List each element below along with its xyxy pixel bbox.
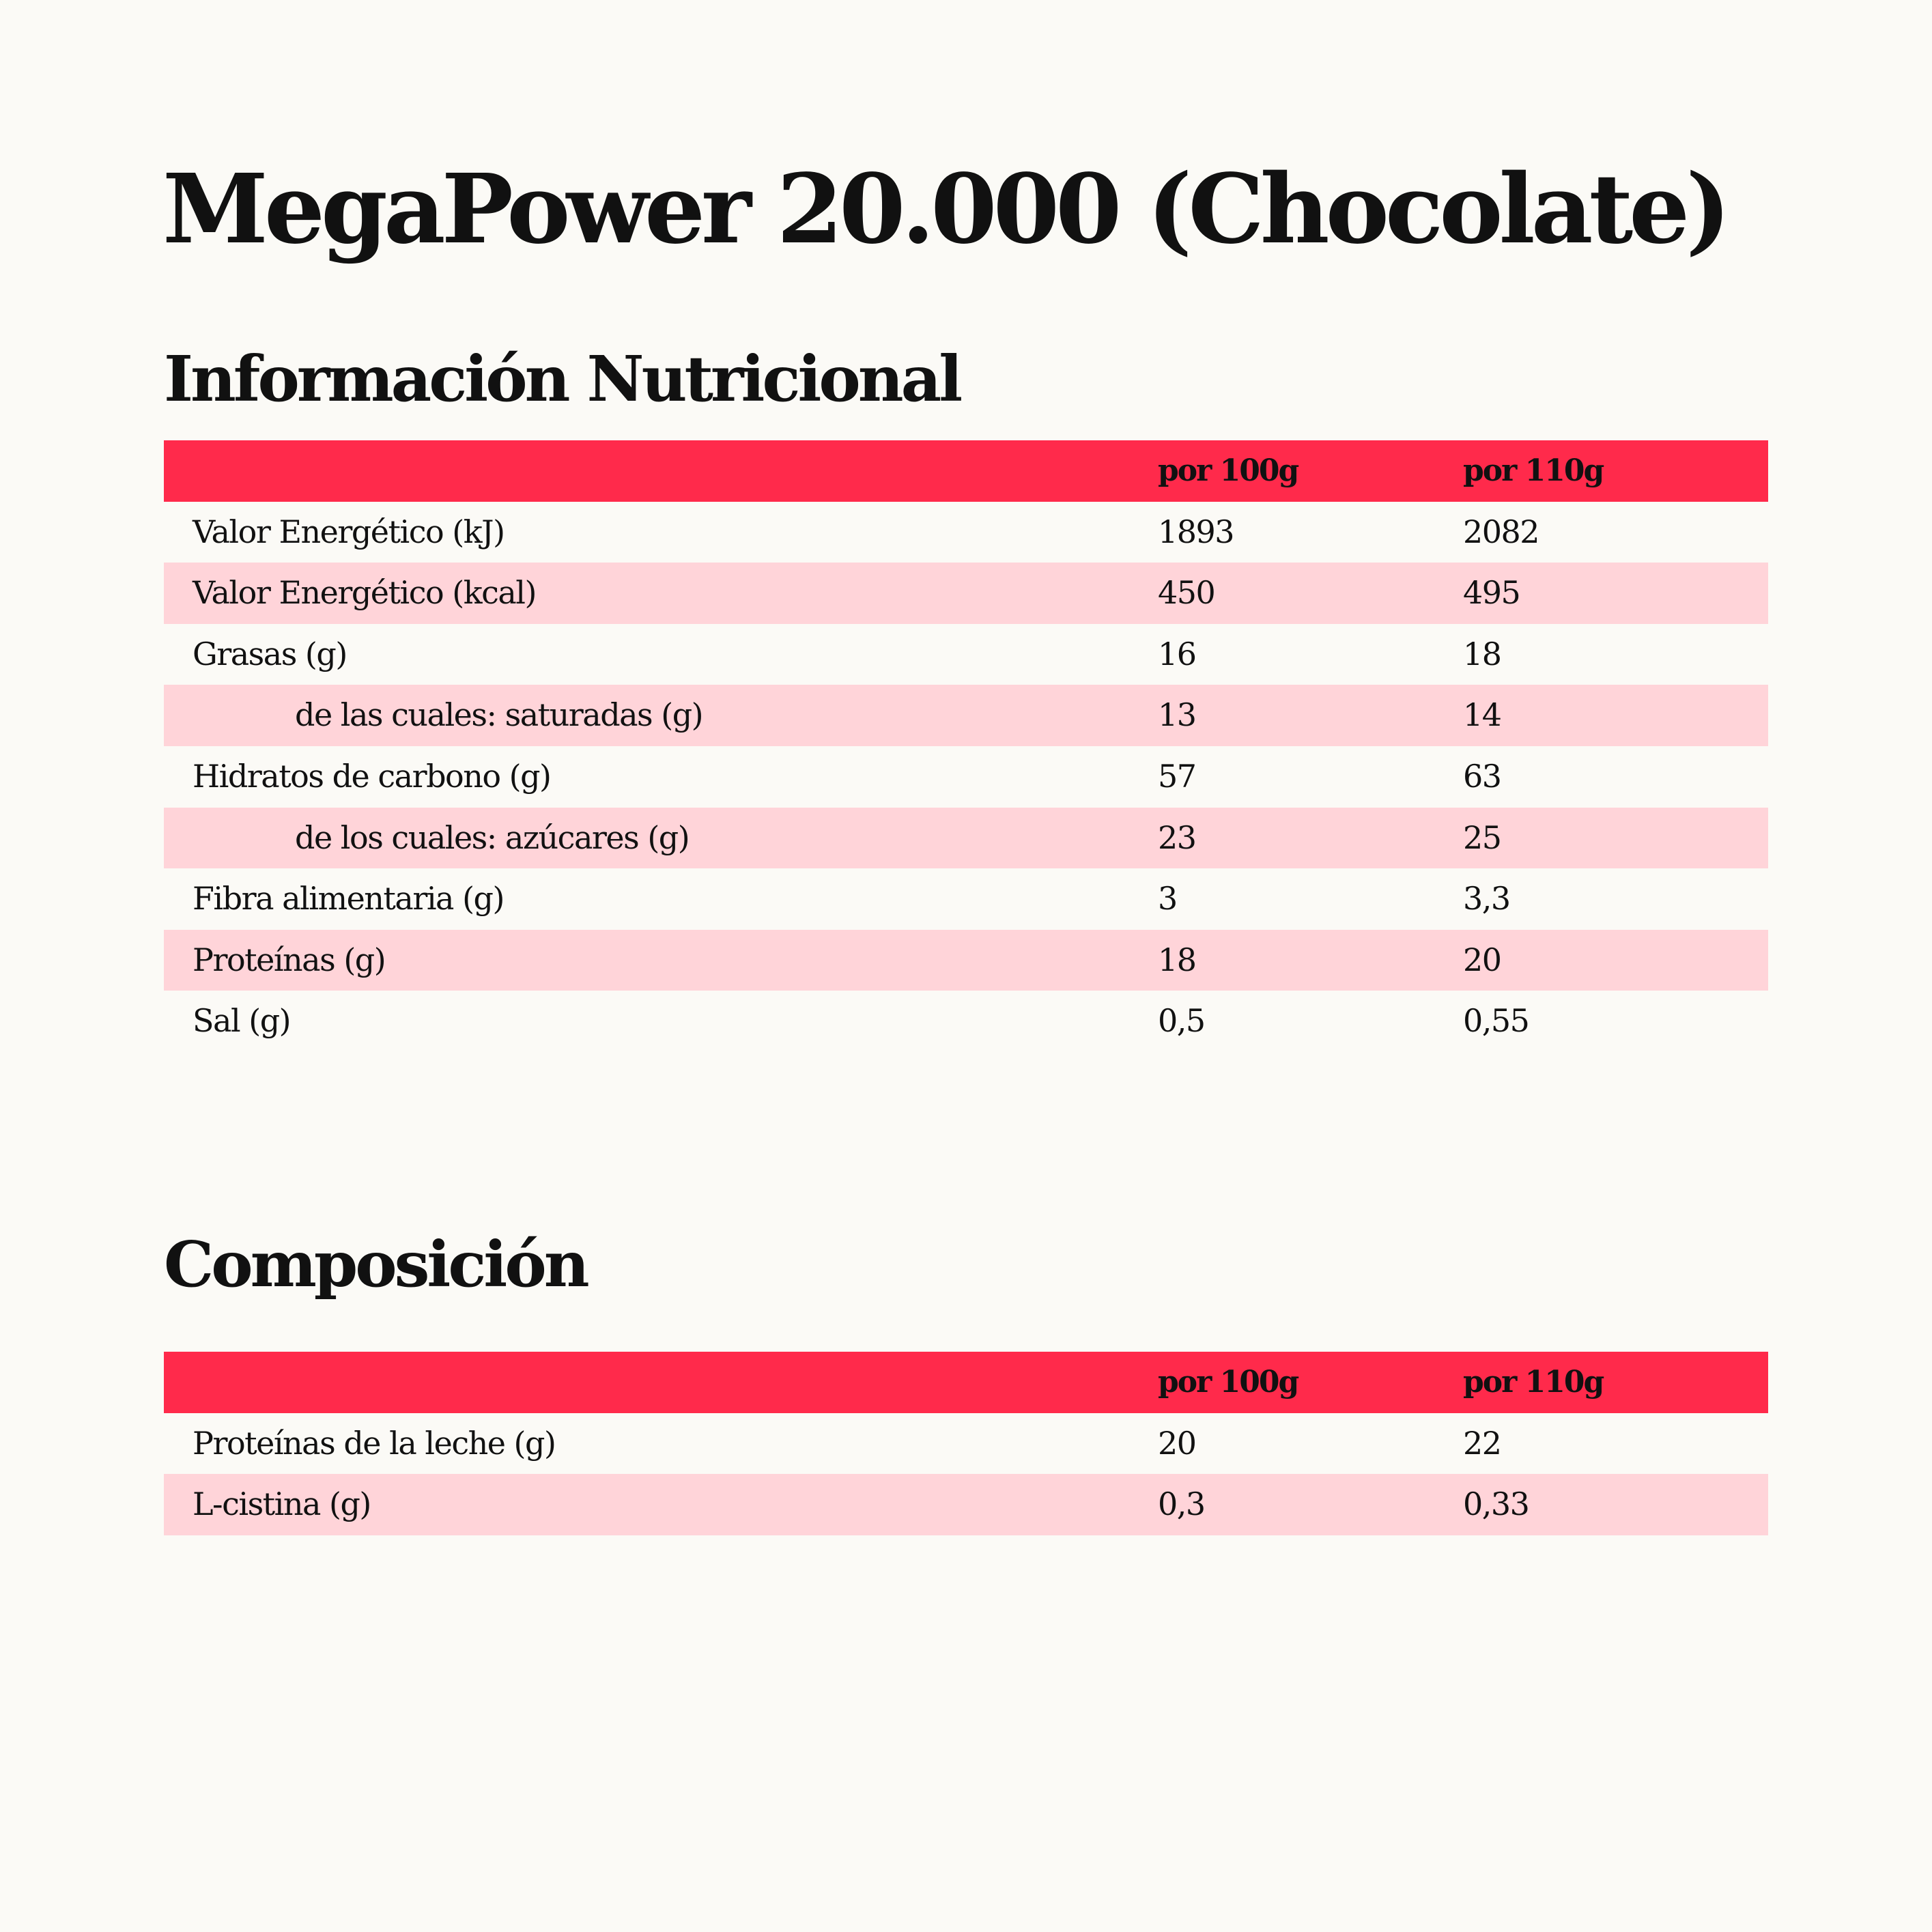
table-row bbox=[164, 868, 1768, 930]
value-per-110g: 0,55 bbox=[1463, 1002, 1529, 1040]
value-per-100g: 0,5 bbox=[1158, 1002, 1205, 1040]
row-label: Valor Energético (kcal) bbox=[193, 574, 536, 612]
product-title: MegaPower 20.000 (Chocolate) bbox=[162, 154, 1727, 266]
row-label: Valor Energético (kJ) bbox=[193, 513, 505, 550]
value-per-110g: 18 bbox=[1463, 635, 1501, 672]
header-per-100g: por 100g bbox=[1158, 1365, 1298, 1400]
value-per-110g: 14 bbox=[1463, 696, 1501, 734]
table-row bbox=[164, 808, 1768, 869]
table-row bbox=[164, 1474, 1768, 1535]
value-per-100g: 13 bbox=[1158, 696, 1196, 734]
value-per-100g: 23 bbox=[1158, 819, 1196, 856]
nutrition-table-header bbox=[164, 440, 1768, 502]
value-per-110g: 20 bbox=[1463, 941, 1501, 978]
nutrition-table bbox=[164, 440, 1768, 1052]
value-per-110g: 495 bbox=[1463, 574, 1520, 612]
row-label: Grasas (g) bbox=[193, 635, 347, 672]
row-label: Hidratos de carbono (g) bbox=[193, 757, 551, 795]
table-row bbox=[164, 1413, 1768, 1475]
value-per-110g: 0,33 bbox=[1463, 1486, 1529, 1523]
table-row bbox=[164, 624, 1768, 685]
row-label: Proteínas (g) bbox=[193, 941, 386, 978]
table-row bbox=[164, 746, 1768, 808]
value-per-100g: 450 bbox=[1158, 574, 1215, 612]
table-row bbox=[164, 685, 1768, 746]
table-row bbox=[164, 502, 1768, 563]
value-per-100g: 57 bbox=[1158, 757, 1196, 795]
composition-heading: Composición bbox=[164, 1227, 587, 1301]
value-per-110g: 25 bbox=[1463, 819, 1501, 856]
row-label: Proteínas de la leche (g) bbox=[193, 1424, 556, 1462]
value-per-100g: 1893 bbox=[1158, 513, 1234, 550]
value-per-110g: 22 bbox=[1463, 1424, 1501, 1462]
row-label-sub: de los cuales: azúcares (g) bbox=[295, 819, 690, 856]
value-per-100g: 18 bbox=[1158, 941, 1196, 978]
value-per-110g: 2082 bbox=[1463, 513, 1539, 550]
value-per-110g: 3,3 bbox=[1463, 880, 1510, 918]
header-per-110g: por 110g bbox=[1463, 453, 1604, 488]
header-per-110g: por 110g bbox=[1463, 1365, 1604, 1400]
composition-table-header bbox=[164, 1352, 1768, 1413]
table-row bbox=[164, 563, 1768, 624]
value-per-100g: 20 bbox=[1158, 1424, 1196, 1462]
value-per-100g: 3 bbox=[1158, 880, 1177, 918]
row-label: Fibra alimentaria (g) bbox=[193, 880, 504, 918]
value-per-110g: 63 bbox=[1463, 757, 1501, 795]
row-label: Sal (g) bbox=[193, 1002, 291, 1040]
table-row bbox=[164, 991, 1768, 1052]
row-label-sub: de las cuales: saturadas (g) bbox=[295, 696, 703, 734]
table-row bbox=[164, 930, 1768, 991]
value-per-100g: 0,3 bbox=[1158, 1486, 1205, 1523]
value-per-100g: 16 bbox=[1158, 635, 1196, 672]
nutrition-heading: Información Nutricional bbox=[164, 342, 961, 416]
composition-table bbox=[164, 1352, 1768, 1535]
header-per-100g: por 100g bbox=[1158, 453, 1298, 488]
row-label: L-cistina (g) bbox=[193, 1486, 371, 1523]
